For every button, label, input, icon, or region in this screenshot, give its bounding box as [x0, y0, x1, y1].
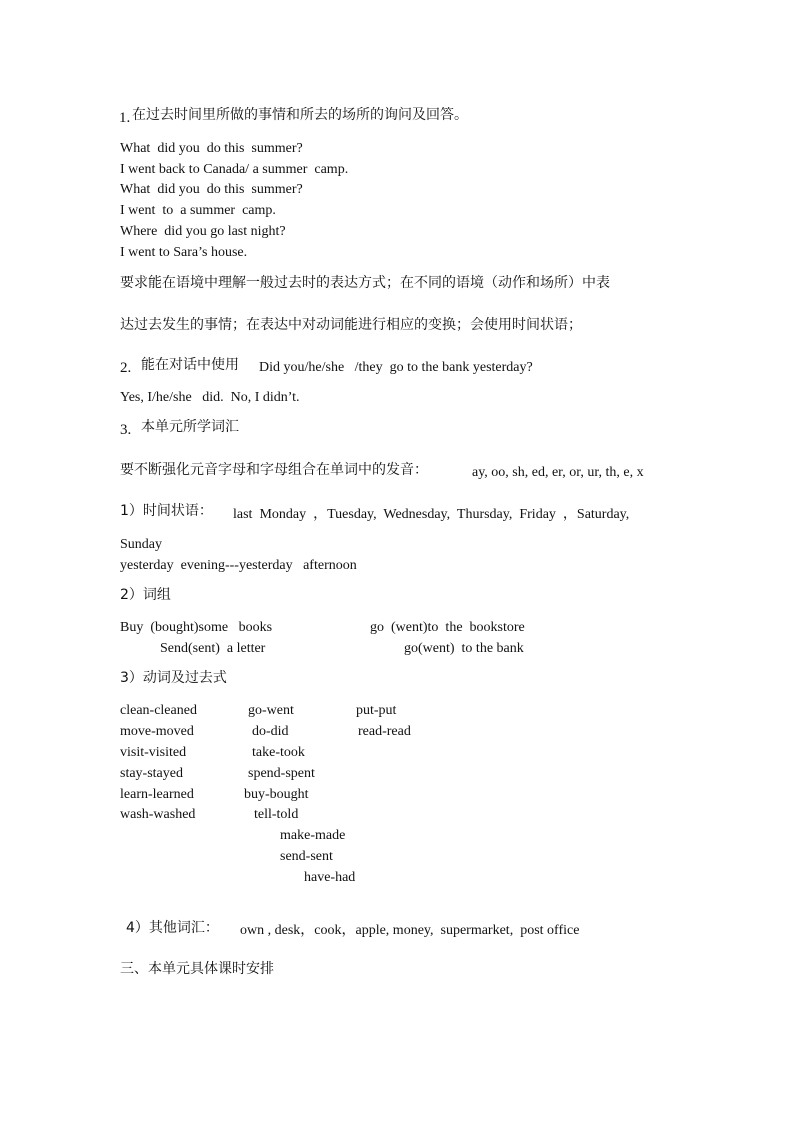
section-1-number: 1. — [119, 110, 131, 126]
phrase-item: Buy (bought)some books — [120, 620, 273, 635]
dialogue-line: What did you do this summer? — [120, 182, 303, 197]
time-adverbials-line-3: yesterday evening---yesterday afternoon — [120, 558, 357, 573]
verb-pair: read-read — [358, 724, 411, 739]
dialogue-line: I went back to Canada/ a summer camp. — [120, 162, 349, 177]
dialogue-line: I went to Sara’s house. — [120, 245, 248, 260]
verb-pair: buy-bought — [244, 787, 309, 802]
verb-pair: clean-cleaned — [120, 703, 197, 718]
verb-pair: have-had — [304, 870, 356, 885]
phrases-label: 2）词组 — [120, 587, 171, 603]
verb-pair: spend-spent — [248, 766, 315, 781]
dialogue-line: I went to a summer camp. — [120, 203, 276, 218]
phonics-items: ay, oo, sh, ed, er, or, ur, th, e, x — [472, 465, 644, 480]
other-words-items: own , desk，cook，apple, money, supermarket, post office — [240, 923, 580, 938]
dialogue-line: What did you do this summer? — [120, 141, 303, 156]
phonics-label: 要不断强化元音字母和字母组合在单词中的发音： — [120, 462, 428, 478]
verbs-label: 3）动词及过去式 — [120, 670, 227, 686]
section-3-number: 3. — [120, 422, 132, 438]
dialogue-line: Where did you go last night? — [120, 224, 286, 239]
verb-pair: send-sent — [280, 849, 333, 864]
verb-pair: do-did — [252, 724, 289, 739]
time-adverbials-label: 1）时间状语： — [120, 503, 213, 519]
verb-pair: wash-washed — [120, 807, 196, 822]
time-adverbials-line-1: last Monday ，Tuesday, Wednesday, Thursday, Friday ，Saturday, — [233, 507, 630, 522]
verb-pair: visit-visited — [120, 745, 187, 760]
phrase-item: go(went) to the bank — [404, 641, 524, 656]
section-2-answer: Yes, I/he/she did. No, I didn’t. — [120, 390, 300, 405]
phrase-item: go (went)to the bookstore — [370, 620, 525, 635]
lesson-schedule-heading: 三、本单元具体课时安排 — [120, 961, 274, 977]
time-adverbials-line-2: Sunday — [120, 537, 162, 552]
verb-pair: put-put — [356, 703, 397, 718]
verb-pair: make-made — [280, 828, 346, 843]
verb-pair: stay-stayed — [120, 766, 183, 781]
other-words-label: 4）其他词汇： — [126, 920, 219, 936]
verb-pair: go-went — [248, 703, 294, 718]
verb-pair: tell-told — [254, 807, 299, 822]
verb-pair: move-moved — [120, 724, 194, 739]
verb-pair: take-took — [252, 745, 305, 760]
verb-pair: learn-learned — [120, 787, 194, 802]
requirement-line-1: 要求能在语境中理解一般过去时的表达方式；在不同的语境（动作和场所）中表 — [120, 275, 610, 291]
phrase-item: Send(sent) a letter — [160, 641, 266, 656]
section-2-label: 能在对话中使用 — [141, 357, 239, 373]
section-1-heading: 在过去时间里所做的事情和所去的场所的询问及回答。 — [132, 107, 468, 123]
section-3-heading: 本单元所学词汇 — [141, 419, 239, 435]
requirement-line-2: 达过去发生的事情；在表达中对动词能进行相应的变换；会使用时间状语； — [120, 317, 582, 333]
section-2-number: 2. — [120, 360, 132, 376]
section-2-question: Did you/he/she /they go to the bank yesterday? — [259, 360, 533, 375]
